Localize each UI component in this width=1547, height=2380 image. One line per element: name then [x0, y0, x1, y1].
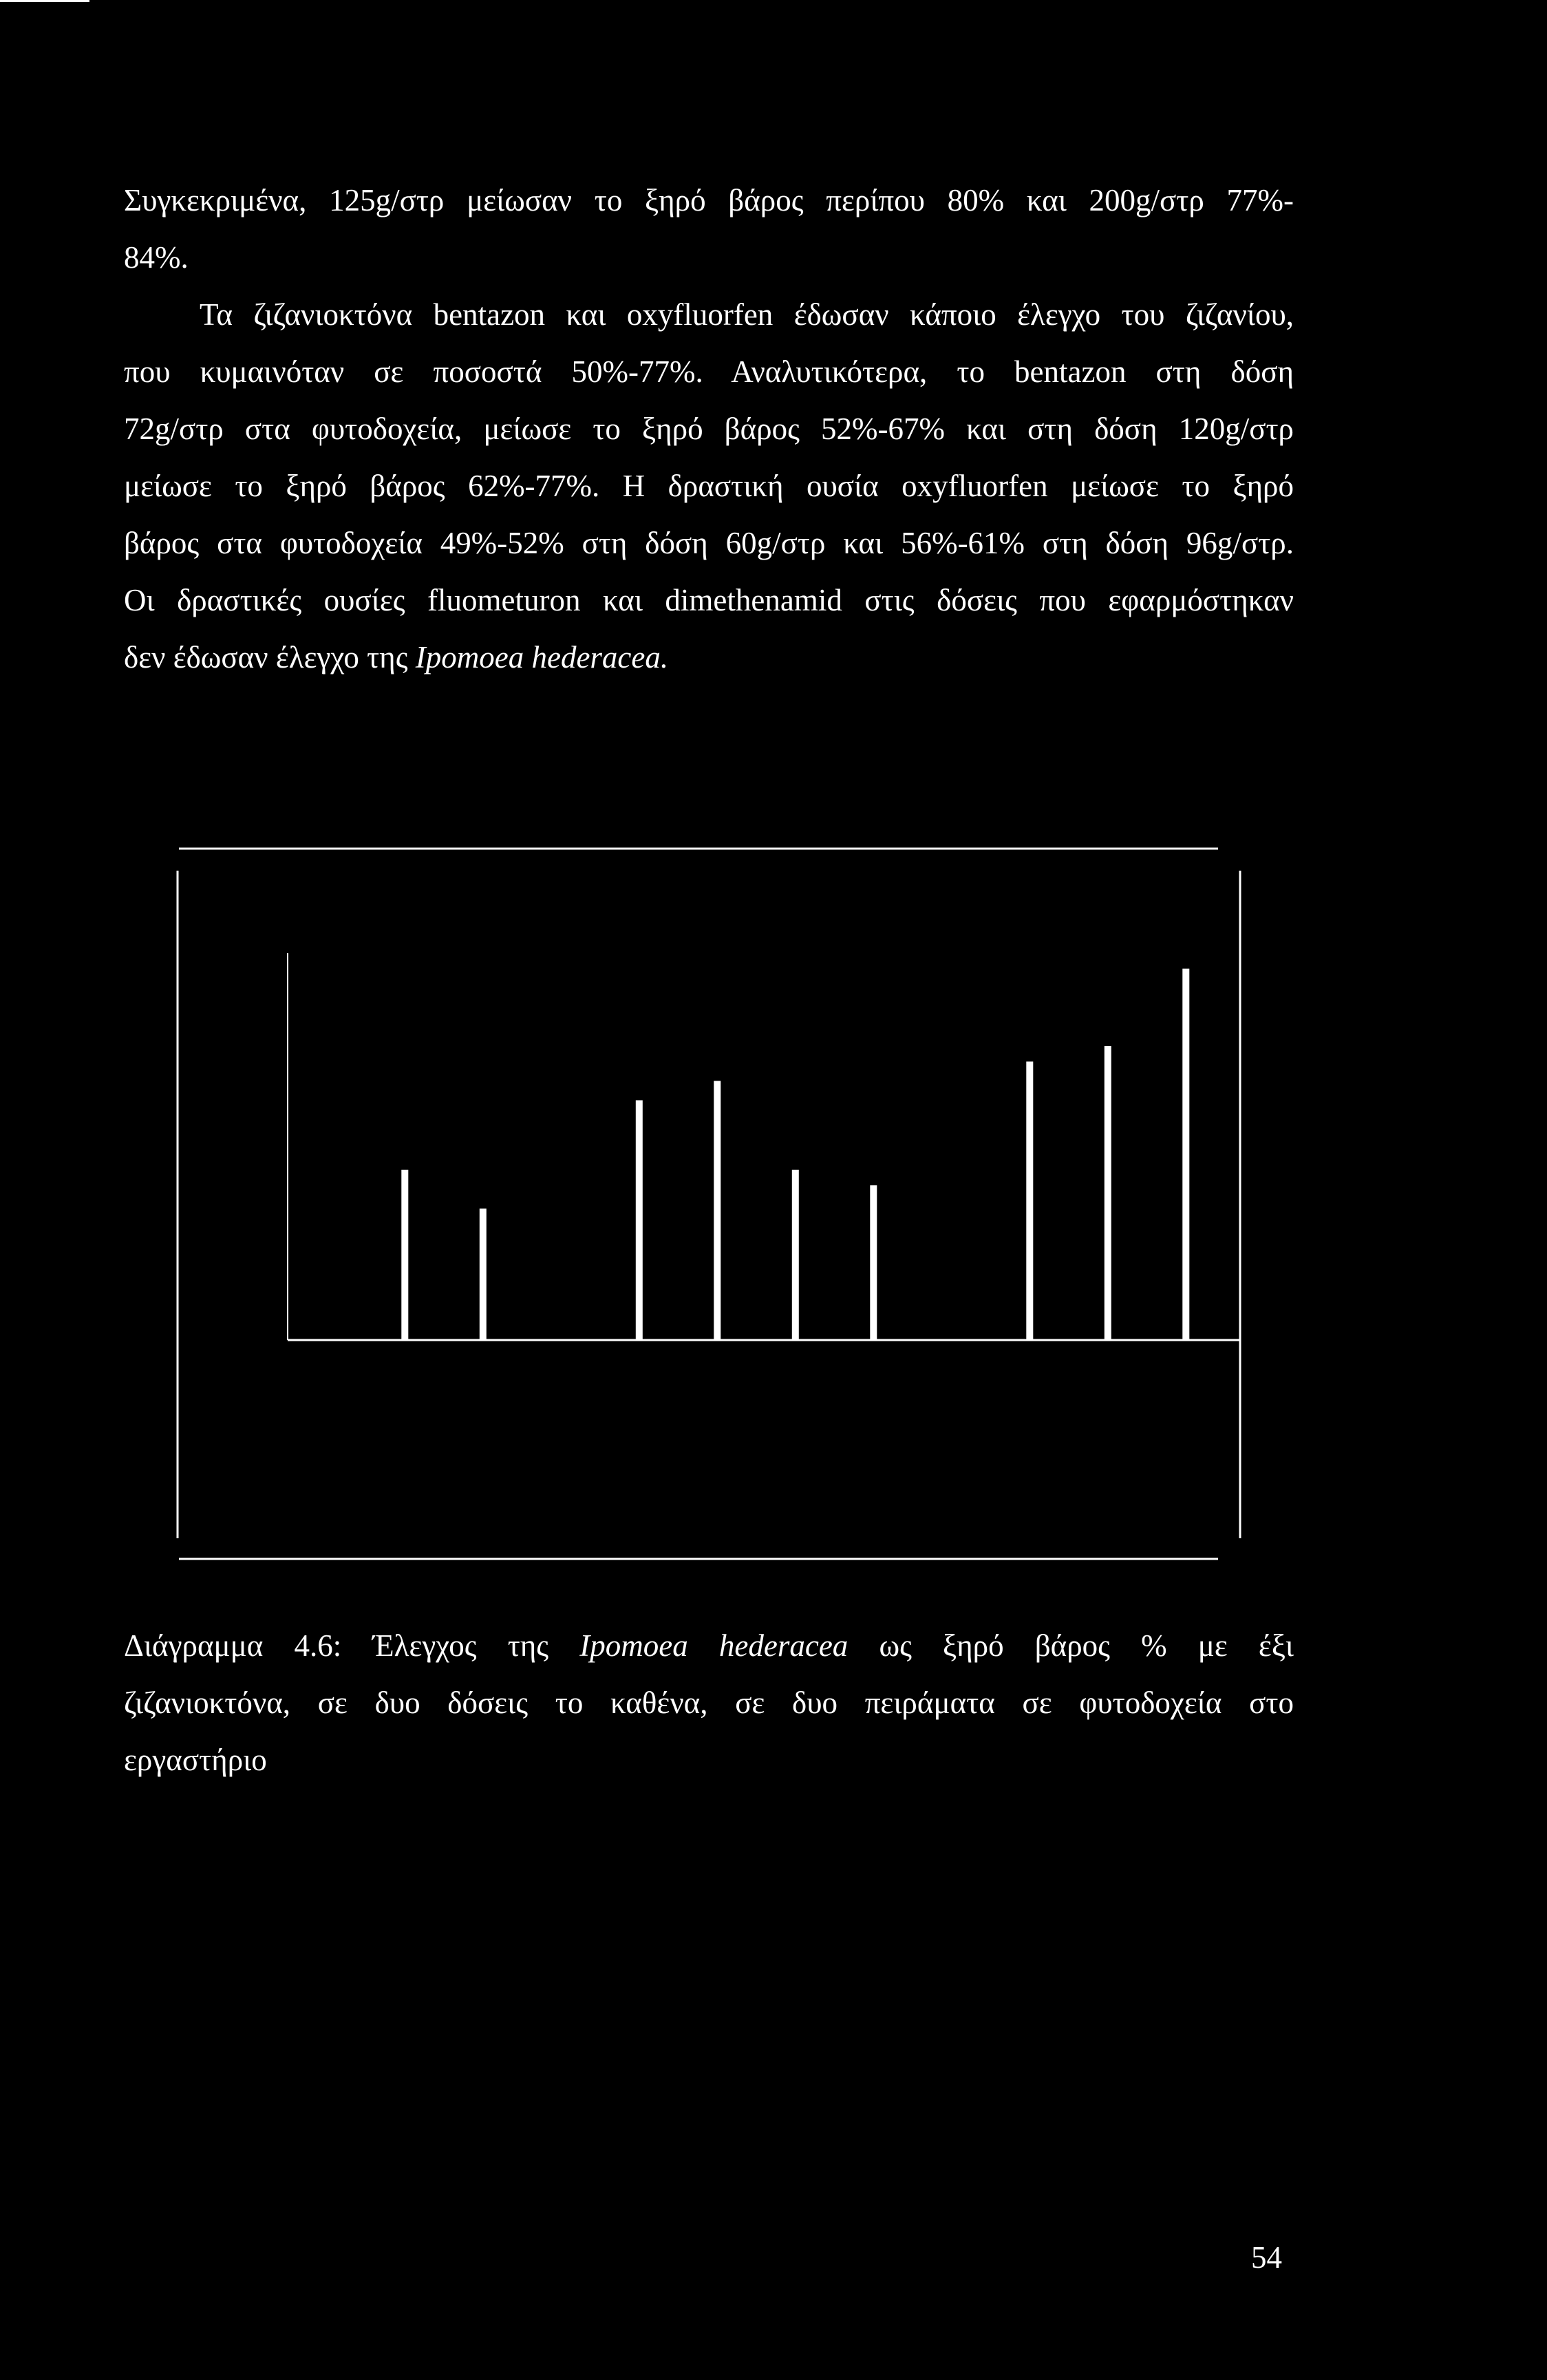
paragraph2-line2: που κυμαινόταν σε ποσοστά 50%-77%. Αναλυτικότερα, το bentazon στη δόση [124, 354, 1294, 389]
caption-species-name: Ipomoea hederacea [579, 1628, 849, 1663]
paragraph2-line7-text: δεν έδωσαν έλεγχο της [124, 640, 416, 674]
caption-line3: εργαστήριο [124, 1743, 267, 1777]
bar-8 [870, 1185, 877, 1340]
body-text [124, 172, 1294, 686]
bar-3 [480, 1209, 487, 1340]
caption-line1-prefix: Διάγραμμα 4.6: Έλεγχος της [124, 1628, 580, 1663]
paragraph2-line5: βάρος στα φυτοδοχεία 49%-52% στη δόση 60g/στρ και 56%-61% στη δόση 96g/στρ. [124, 526, 1294, 560]
bar-chart [172, 843, 1246, 1566]
bar-2 [401, 1170, 408, 1340]
page-number: 54 [1251, 2240, 1282, 2275]
top-edge-rule [0, 0, 89, 2]
paragraph1-line1: Συγκεκριμένα, 125g/στρ μείωσαν το ξηρό βάρος περίπου 80% και 200g/στρ 77%- [124, 183, 1294, 217]
species-name: Ipomoea hederacea. [415, 640, 669, 674]
paragraph2-line6: Οι δραστικές ουσίες fluometuron και dimethenamid στις δόσεις που εφαρμόστηκαν [124, 583, 1294, 617]
figure-caption [124, 1617, 1294, 1789]
bar-12 [1182, 969, 1189, 1341]
bar-10 [1026, 1061, 1033, 1340]
paragraph2-line7 [124, 629, 1294, 686]
bar-5 [636, 1101, 643, 1340]
paragraph2-line4: μείωσε το ξηρό βάρος 62%-77%. Η δραστική ουσία oxyfluorfen μείωσε το ξηρό [124, 469, 1294, 503]
bars-group [401, 969, 1189, 1341]
bar-11 [1105, 1046, 1111, 1340]
bar-7 [792, 1170, 799, 1340]
caption-line2: ζιζανιοκτόνα, σε δυο δόσεις το καθένα, σε δυο πειράματα σε φυτοδοχεία στο [124, 1686, 1294, 1720]
paragraph1-line2: 84%. [124, 240, 189, 275]
bar-6 [714, 1081, 721, 1341]
paragraph2-line3: 72g/στρ στα φυτοδοχεία, μείωσε το ξηρό βάρος 52%-67% και στη δόση 120g/στρ [124, 412, 1294, 446]
bar-chart-svg [172, 843, 1246, 1566]
caption-line1-suffix: ως ξηρό βάρος % με έξι [848, 1628, 1294, 1663]
paragraph2-line1: Τα ζιζανιοκτόνα bentazon και oxyfluorfen έδωσαν κάποιο έλεγχο του ζιζανίου, [200, 297, 1294, 332]
caption-line1 [124, 1617, 1294, 1675]
